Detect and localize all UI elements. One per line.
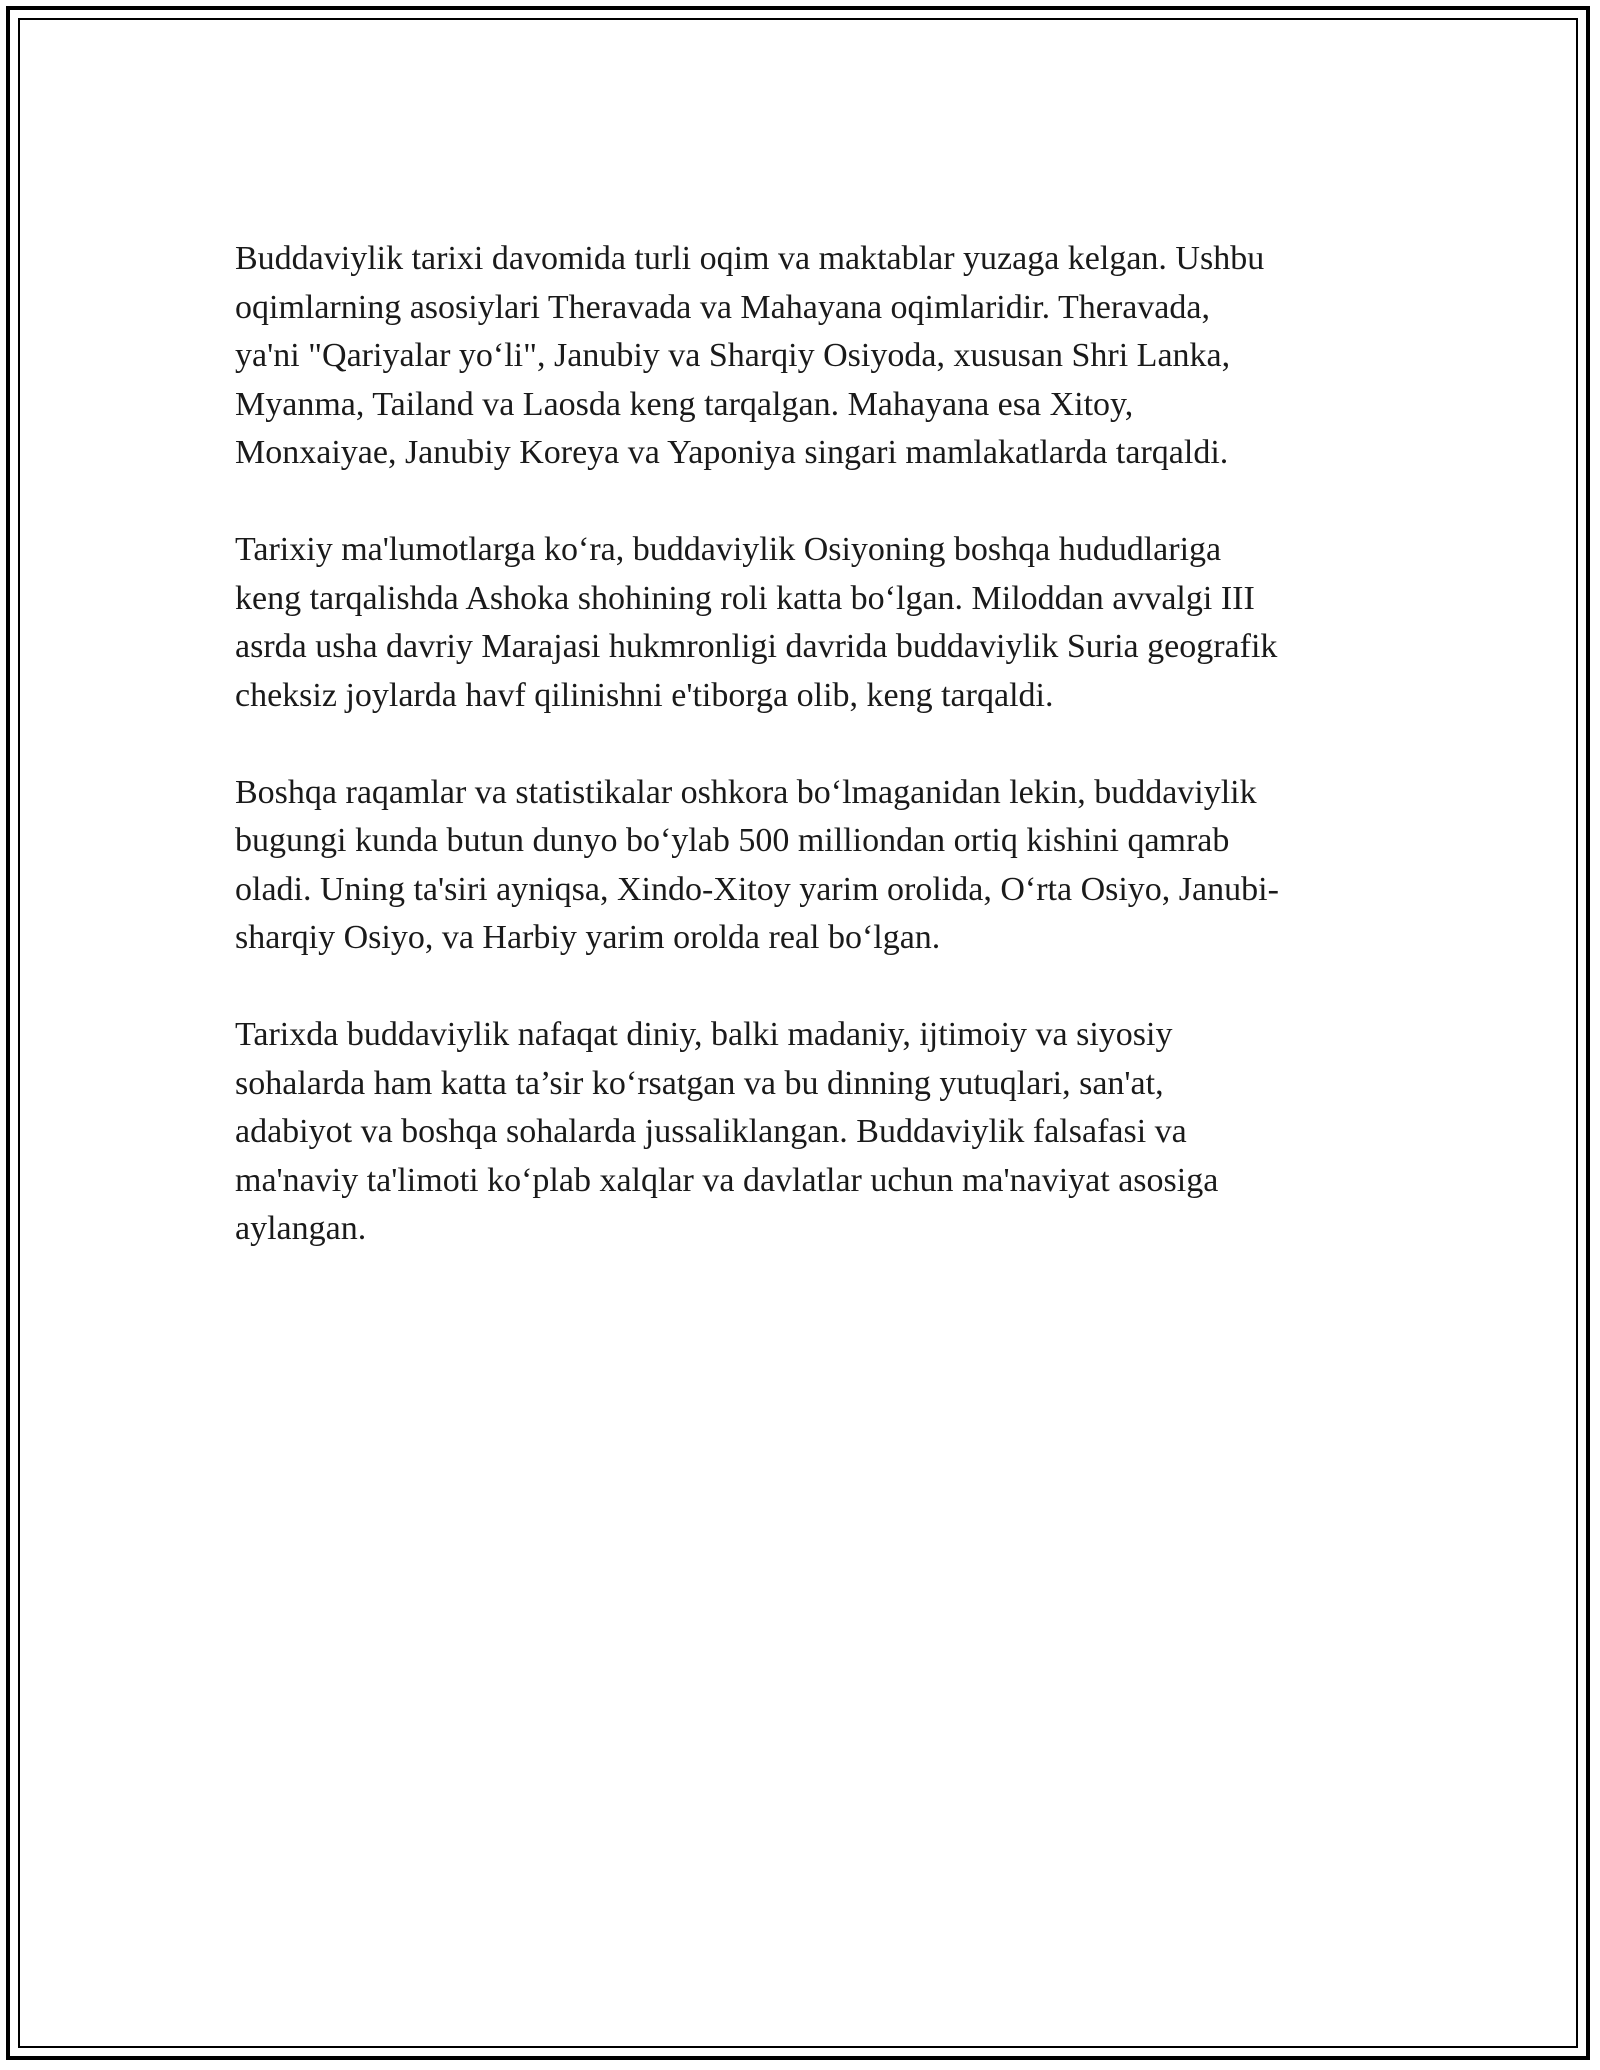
paragraph-schools: Buddaviylik tarixi davomida turli oqim va maktablar yuzaga kelgan. Ushbu oqimlarning asosiylari Theravada va Mahayana oqimlaridir. Theravada, ya'ni "Qariyalar yo‘li", Janubiy va Sharqiy Osiyoda, xususan Shri Lanka, Myanma, Tailand va Laosda keng tarqalgan. Mahayana esa Xitoy, Monxaiyae, Janubiy Koreya va Yaponiya singari mamlakatlarda tarqaldi. <box>235 240 1265 471</box>
paragraph-influence: Tarixda buddaviylik nafaqat diniy, balki madaniy, ijtimoiy va siyosiy sohalarda ham katta ta’sir ko‘rsatgan va bu dinning yutuqlari, san'at, adabiyot va boshqa sohalarda jussaliklangan. Buddaviylik falsafasi va ma'naviy ta'limoti ko‘plab xalqlar va davlatlar uchun ma'naviyat asosiga aylangan. <box>235 1016 1219 1247</box>
paragraph-statistics: Boshqa raqamlar va statistikalar oshkora bo‘lmaganidan lekin, buddaviylik bugungi kunda butun dunyo bo‘ylab 500 milliondan ortiq kishini qamrab oladi. Uning ta'siri ayniqsa, Xindo-Xitoy yarim orolida, O‘rta Osiyo, Janubi- sharqiy Osiyo, va Harbiy yarim orolda real bo‘lgan. <box>235 773 1279 956</box>
paragraph-ashoka: Tarixiy ma'lumotlarga ko‘ra, buddaviylik Osiyoning boshqa hududlariga keng tarqalishda Ashoka shohining roli katta bo‘lgan. Miloddan avvalgi III asrda usha davriy Marajasi hukmronligi davrida buddaviylik Suria geografik cheksiz joylarda havf qilinishni e'tiborga olib, keng tarqaldi. <box>235 531 1278 714</box>
document-body <box>235 235 1375 1302</box>
